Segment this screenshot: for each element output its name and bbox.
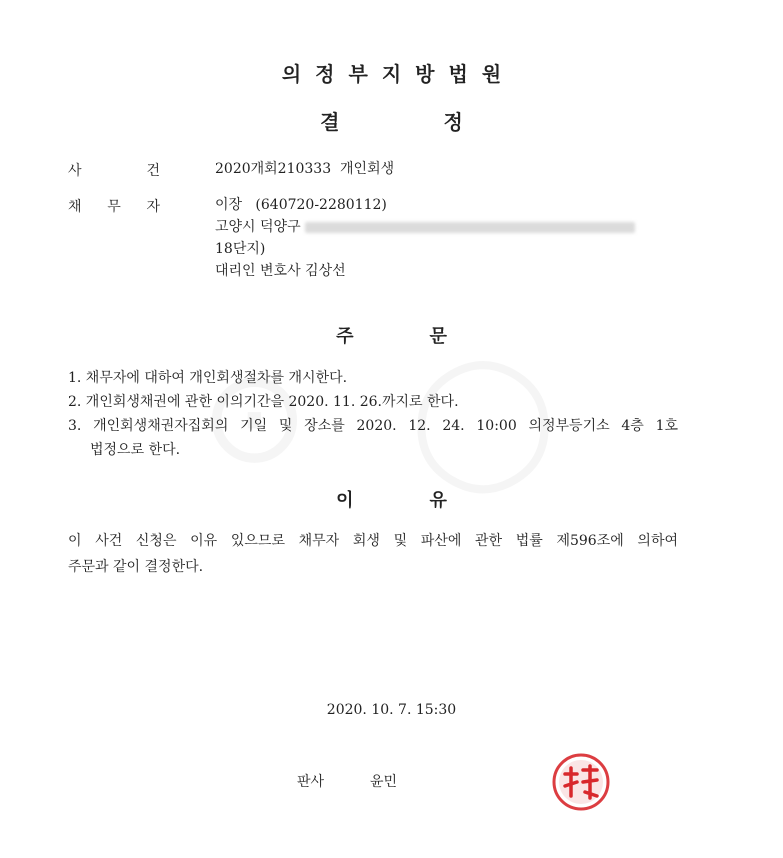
debtor-label: 채 무 자 — [68, 199, 160, 215]
debtor-block — [215, 194, 635, 282]
debtor-name: 이장 — [215, 197, 243, 213]
court-name: 의 정 부 지 방 법 원 — [281, 62, 502, 86]
order-heading: 주 문 — [336, 326, 447, 347]
order-item-3-cont: 법정으로 한다. — [90, 442, 181, 458]
case-value — [215, 158, 394, 180]
debtor-name-line — [215, 194, 635, 216]
judge-name: 윤민 — [370, 774, 398, 790]
redacted-address — [305, 222, 635, 233]
decision-date: 2020. 10. 7. 15:30 — [326, 702, 457, 718]
debtor-agent: 대리인 변호사 김상선 — [215, 263, 346, 279]
case-label: 사 건 — [68, 163, 160, 179]
debtor-address-line2: 18단지) — [215, 241, 266, 257]
case-type: 개인회생 — [340, 161, 395, 177]
order-item-1: 1. 채무자에 대하여 개인회생절차를 개시한다. — [68, 370, 348, 386]
reason-heading: 이 유 — [336, 490, 447, 511]
judge-seal-icon — [551, 752, 611, 812]
debtor-address-line1: 고양시 덕양구 — [215, 216, 635, 238]
case-number: 2020개회210333 — [215, 161, 332, 177]
order-item-2: 2. 개인회생채권에 관한 이의기간을 2020. 11. 26.까지로 한다. — [68, 394, 459, 410]
reason-text-line2: 주문과 같이 결정한다. — [68, 559, 204, 575]
debtor-id: (640720-2280112) — [255, 197, 387, 213]
document-title: 결 정 — [320, 110, 463, 134]
judge-title: 판사 — [297, 774, 325, 790]
reason-text-line1: 이 사건 신청은 이유 있으므로 채무자 회생 및 파산에 관한 법률 제596조에 의하여 — [68, 533, 678, 549]
order-item-3: 3. 개인회생채권자집회의 기일 및 장소를 2020. 12. 24. 10:00 의정부등기소 4층 1호 — [68, 418, 678, 434]
